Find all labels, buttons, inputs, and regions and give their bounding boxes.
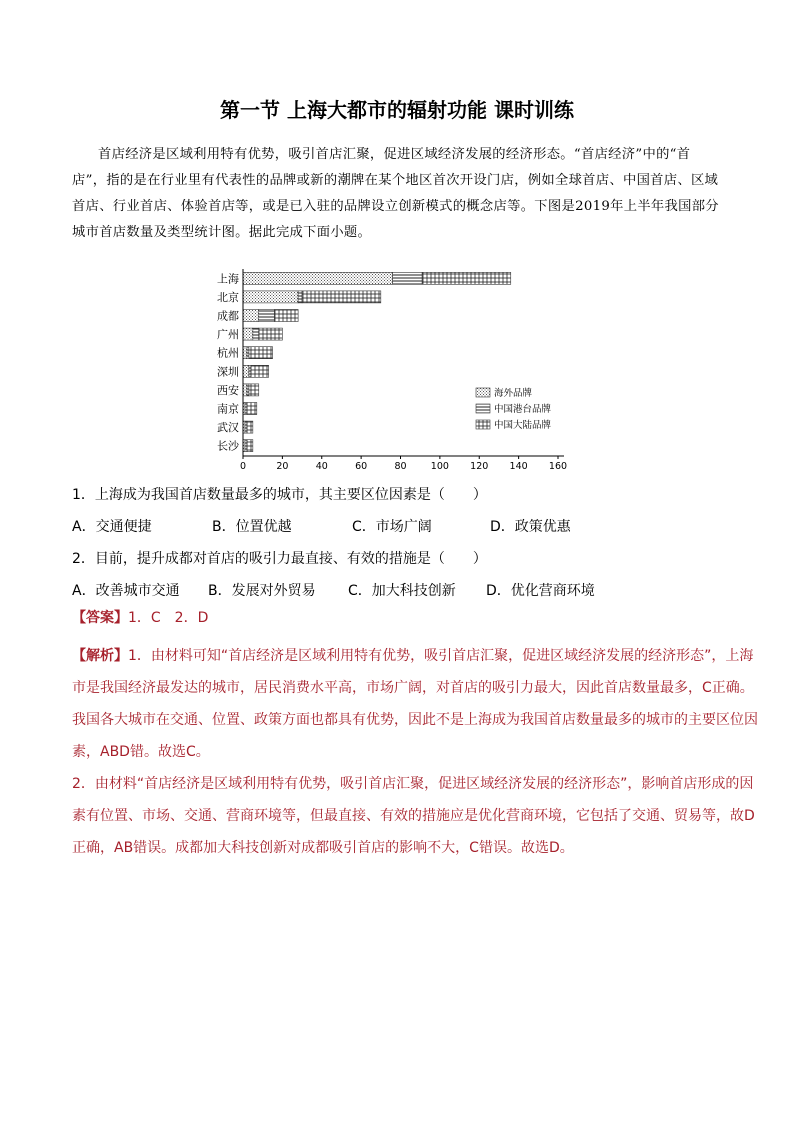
category-label: 武汉 xyxy=(217,421,239,435)
question-1-options xyxy=(72,516,571,536)
x-tick-label: 100 xyxy=(430,461,449,472)
q1-option-d: D．政策优惠 xyxy=(490,519,571,535)
category-label: 长沙 xyxy=(217,439,239,453)
category-label: 北京 xyxy=(217,290,239,304)
q1-option-b: B．位置优越 xyxy=(212,519,292,535)
x-tick-label: 40 xyxy=(315,461,328,472)
bar-segment xyxy=(275,310,299,322)
category-label: 上海 xyxy=(217,272,239,286)
chart-legend xyxy=(476,387,552,431)
bar-segment xyxy=(243,384,247,396)
q1-option-c: C．市场广阔 xyxy=(352,519,432,535)
x-tick-label: 20 xyxy=(276,461,289,472)
bar-segment xyxy=(247,403,257,415)
bar-segment xyxy=(253,328,259,340)
question-2-options xyxy=(72,580,595,600)
category-label: 杭州 xyxy=(217,346,239,360)
question-1-stem: 1．上海成为我国首店数量最多的城市，其主要区位因素是（ ） xyxy=(72,487,487,503)
x-tick-label: 0 xyxy=(239,461,247,472)
bar-segment xyxy=(243,272,393,284)
bar-segment xyxy=(243,291,298,303)
analysis-text-1: 1．由材料可知“首店经济是区域利用特有优势，吸引首店汇聚，促进区域经济发展的经济形态”，上海市是我国经济最发达的城市，居民消费水平高，市场广阔，对首店的吸引力最大，因此首店数量最多，C正确。我国各大城市在交通、位置、政策方面也都具有优势，因此不是上海成为我国首店数量最多的城市的主要区位因素，ABD错。故选C。 xyxy=(72,648,758,760)
bar-segment xyxy=(243,328,253,340)
bar-segment xyxy=(243,310,259,322)
first-store-chart xyxy=(198,265,578,477)
plot-area xyxy=(217,269,567,472)
q2-option-d: D．优化营商环境 xyxy=(486,583,595,599)
answer-text: 1．C 2．D xyxy=(128,610,209,626)
x-tick-label: 60 xyxy=(355,461,368,472)
legend-swatch xyxy=(476,420,490,429)
analysis-section xyxy=(72,640,762,864)
legend-label: 中国港台品牌 xyxy=(494,404,552,415)
q2-option-c: C．加大科技创新 xyxy=(348,583,456,599)
bar-segment xyxy=(422,272,511,284)
x-tick-label: 80 xyxy=(394,461,407,472)
legend-swatch xyxy=(476,388,490,397)
bar-segment xyxy=(298,291,302,303)
q1-option-a: A．交通便捷 xyxy=(72,519,152,535)
bar-segment xyxy=(243,347,247,359)
answer-line xyxy=(72,607,208,627)
legend-label: 海外品牌 xyxy=(494,388,533,399)
legend-swatch xyxy=(476,404,490,413)
category-label: 南京 xyxy=(217,402,239,416)
q2-option-a: A．改善城市交通 xyxy=(72,583,180,599)
bar-segment xyxy=(249,384,259,396)
page-title: 第一节 上海大都市的辐射功能 课时训练 xyxy=(220,98,574,122)
category-label: 广州 xyxy=(217,328,239,342)
question-2-stem: 2．目前，提升成都对首店的吸引力最直接、有效的措施是（ ） xyxy=(72,551,487,567)
bar-segment xyxy=(393,272,423,284)
bar-segment xyxy=(249,347,273,359)
intro-paragraph: 首店经济是区域利用特有优势，吸引首店汇聚，促进区域经济发展的经济形态。“首店经济”中的“首店”，指的是在行业里有代表性的品牌或新的潮牌在某个地区首次开设门店，例如全球首店、中国首店、区域首店、行业首店、体验首店等，或是已入驻的品牌设立创新模式的概念店等。下图是2019年上半年我国部分城市首店数量及类型统计图。据此完成下面小题。 xyxy=(72,147,719,240)
category-label: 西安 xyxy=(217,383,239,397)
category-label: 深圳 xyxy=(217,365,239,379)
category-label: 成都 xyxy=(217,309,239,323)
bar-segment xyxy=(251,365,269,377)
bar-segment xyxy=(259,328,283,340)
analysis-paragraph-1 xyxy=(72,640,762,768)
x-tick-label: 140 xyxy=(509,461,528,472)
answer-tag: 【答案】 xyxy=(72,610,128,626)
analysis-paragraph-2 xyxy=(72,768,762,864)
x-tick-label: 120 xyxy=(470,461,489,472)
bar-segment xyxy=(243,365,249,377)
x-tick-label: 160 xyxy=(548,461,568,472)
bar-segment xyxy=(259,310,275,322)
legend-label: 中国大陆品牌 xyxy=(494,420,552,431)
bar-segment xyxy=(302,291,381,303)
analysis-text-2: 2．由材料“首店经济是区域利用特有优势，吸引首店汇聚，促进区域经济发展的经济形态”，影响首店形成的因素有位置、市场、交通、营商环境等，但最直接、有效的措施应是优化营商环境，它包括了交通、贸易等，故D正确，AB错误。成都加大科技创新对成都吸引首店的影响不大，C错误。故选D。 xyxy=(72,776,755,856)
bar-segment xyxy=(247,440,253,452)
analysis-tag: 【解析】 xyxy=(72,648,128,664)
bar-segment xyxy=(247,421,253,433)
q2-option-b: B．发展对外贸易 xyxy=(208,583,316,599)
